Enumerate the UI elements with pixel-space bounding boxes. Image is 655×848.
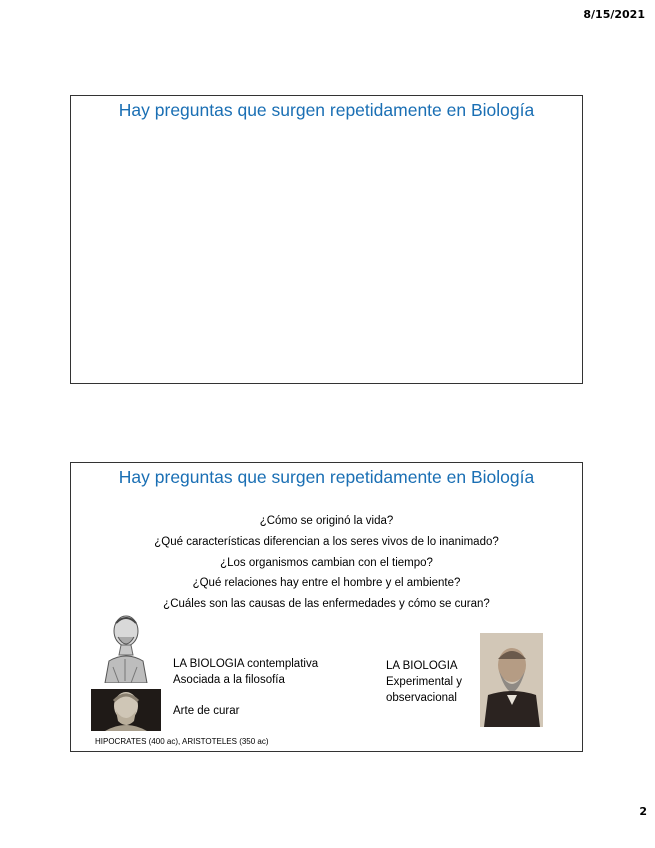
contemplative-biology-label: LA BIOLOGIA contemplativa: [173, 658, 319, 670]
slide-2: [70, 462, 583, 752]
slide-1-title: Hay preguntas que surgen repetidamente en Biología: [118, 100, 535, 120]
question-item: ¿Qué relaciones hay entre el hombre y el ambiente?: [192, 577, 461, 590]
experimental-line-1: LA BIOLOGIA: [386, 660, 458, 672]
hippocrates-bust-image: [99, 611, 151, 683]
slide-1: [70, 95, 583, 384]
question-item: ¿Cuáles son las causas de las enfermedades y cómo se curan?: [163, 598, 490, 611]
question-item: ¿Qué características diferencian a los seres vivos de lo inanimado?: [154, 535, 499, 548]
question-item: ¿Los organismos cambian con el tiempo?: [220, 556, 433, 569]
header-date: 8/15/2021: [583, 8, 645, 21]
question-list: [71, 511, 582, 615]
aristotle-bust-image: [91, 689, 161, 731]
experimental-biology-block: [386, 658, 462, 706]
slide-2-title: Hay preguntas que surgen repetidamente en Biología: [118, 467, 535, 487]
experimental-line-2: Experimental y: [386, 676, 463, 688]
page-number: 2: [639, 805, 647, 818]
image-caption: HIPOCRATES (400 ac), ARISTOTELES (350 ac): [95, 737, 269, 746]
philosophy-association-label: Asociada a la filosofía: [173, 674, 285, 686]
question-item: ¿Cómo se originó la vida?: [259, 515, 394, 527]
pasteur-portrait-image: [480, 633, 543, 727]
art-of-healing-label: Arte de curar: [173, 705, 240, 717]
experimental-line-3: observacional: [386, 692, 457, 704]
